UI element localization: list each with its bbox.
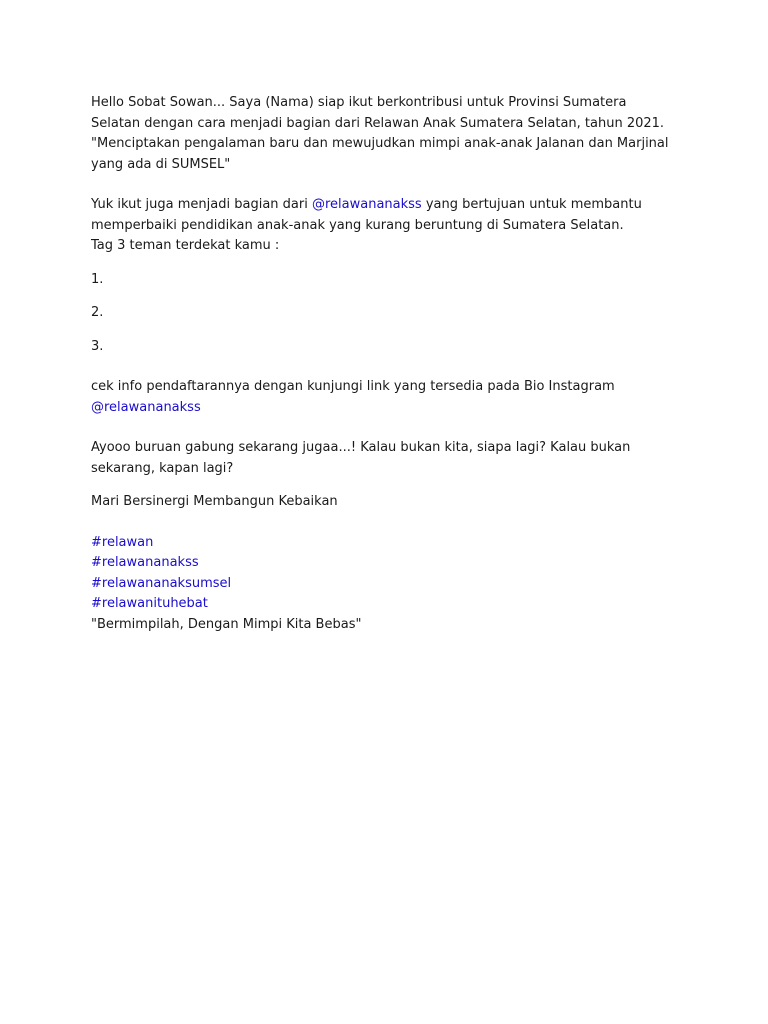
call-to-action: Ayooo buruan gabung sekarang jugaa...! Kalau bukan kita, siapa lagi? Kalau bukan sekarang, kapan lagi?: [91, 440, 631, 476]
motto: Mari Bersinergi Membangun Kebaikan: [91, 494, 338, 509]
hashtag-link[interactable]: #relawananakss: [91, 555, 199, 570]
info-paragraph: [91, 377, 676, 418]
list-item: 3.: [91, 338, 104, 354]
hashtag-link[interactable]: #relawan: [91, 534, 154, 550]
info-text: cek info pendaftarannya dengan kunjungi link yang tersedia pada Bio Instagram: [91, 379, 615, 394]
document-body: [91, 93, 676, 635]
invite-text-after: yang bertujuan untuk membantu memperbaiki pendidikan anak-anak yang kurang beruntung di Sumatera Selatan.: [91, 197, 642, 233]
mention-link[interactable]: @relawananakss: [91, 399, 201, 415]
closing-quote: "Bermimpilah, Dengan Mimpi Kita Bebas": [91, 616, 362, 632]
invite-paragraph: [91, 195, 676, 236]
hashtag-link[interactable]: #relawanituhebat: [91, 596, 208, 611]
hashtag-link[interactable]: #relawananaksumsel: [91, 575, 232, 591]
list-item: 1.: [91, 271, 104, 287]
invite-text-before: Yuk ikut juga menjadi bagian dari: [91, 197, 312, 212]
list-item: 2.: [91, 305, 104, 320]
tag-line: Tag 3 teman terdekat kamu :: [91, 238, 280, 253]
mention-link[interactable]: @relawananakss: [311, 197, 422, 212]
intro-paragraph: Hello Sobat Sowan... Saya (Nama) siap ikut berkontribusi untuk Provinsi Sumatera Selatan dengan cara menjadi bagian dari Relawan Anak Sumatera Selatan, tahun 2021. "Menciptakan pengalaman baru dan mewujudkan mimpi anak-anak Jalanan dan Marjinal yang ada di SUMSEL": [91, 95, 669, 172]
